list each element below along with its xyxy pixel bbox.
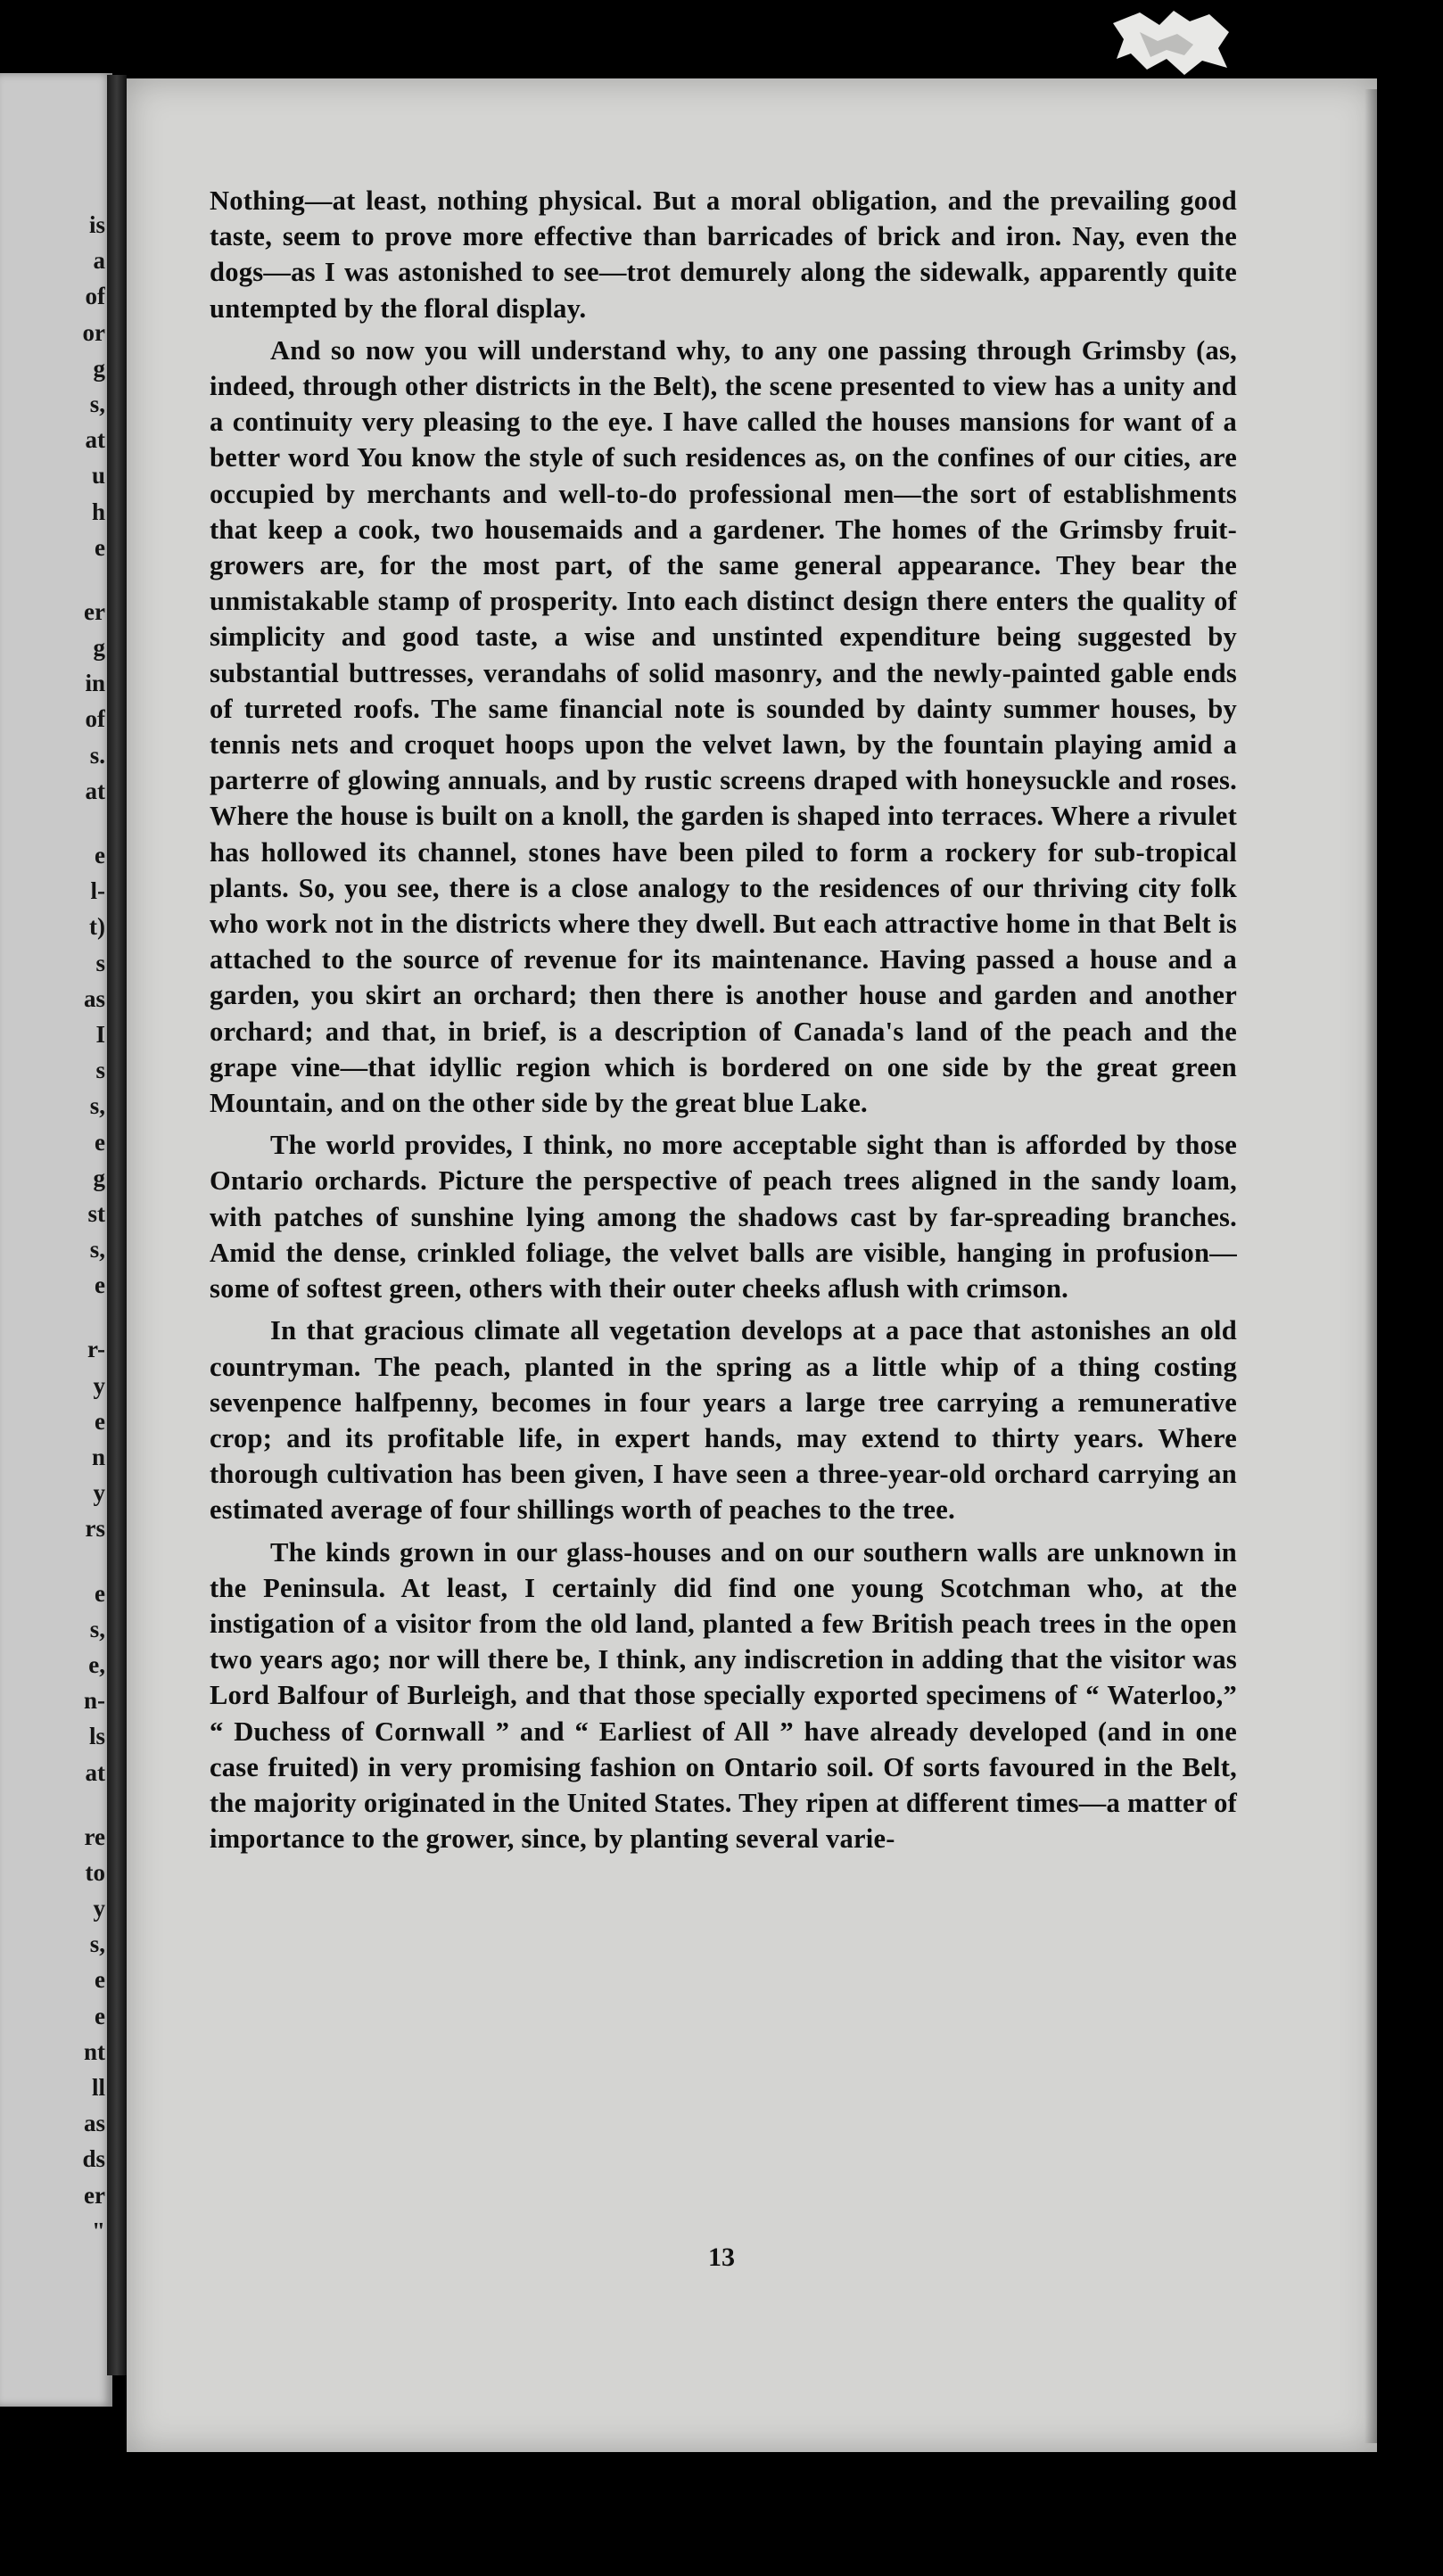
facing-page-fragment: ": [92, 2217, 105, 2244]
facing-page-fragment: g: [93, 634, 105, 662]
facing-page-fragment: e: [95, 1272, 105, 1299]
facing-page-fragment: in: [85, 670, 105, 697]
facing-page-fragment: s.: [89, 741, 105, 769]
facing-page-fragment: [7, 565, 105, 594]
facing-page-fragment: s,: [89, 1615, 105, 1642]
facing-page-fragment: e: [95, 1407, 105, 1435]
facing-page-fragment: of: [85, 283, 105, 310]
facing-page-fragment: s,: [89, 390, 105, 417]
facing-page-fragment: at: [85, 777, 105, 804]
facing-page-fragment: u: [91, 462, 105, 490]
facing-page-fragment: as: [83, 984, 105, 1012]
facing-page-fragment: of: [85, 705, 105, 733]
facing-page-fragment: n: [91, 1444, 105, 1470]
facing-page-fragment: e: [95, 2002, 105, 2029]
paragraph-1: Nothing—at least, nothing physical. But a moral obligation, and the prevailing good taste, seem to prove more effective than barricades of brick and iron. Nay, even the dogs—as I was astonished to see—trot demurely along the sidewalk, apparently quite untempted by the floral display.: [210, 185, 1237, 324]
paragraph-2: And so now you will understand why, to any one passing through Grimsby (as, indeed, through other districts in the Belt), the scene presented to view has a unity and a continuity very pleasing to the eye. I have called the houses mansions for want of a better word You know the style of such residences as, on the confines of our cities, are occupied by merchants and well-to-do professional men—the sort of establishments that keep a cook, two housemaids and a gardener. The homes of the Grimsby fruit-growers are, for the most part, of the same general appearance. They bear the unmistakable stamp of prosperity. Into each distinct design there enters the quality of simplicity and good taste, a wise and unstinted expenditure being suggested by substantial buttresses, verandahs of solid masonry, and the newly-painted gable ends of turreted roofs. The same financial note is sounded by dainty summer houses, by tennis nets and croquet hoops upon the velvet lawn, by the fountain playing amid a parterre of glowing annuals, and by rustic screens draped with honeysuckle and roses. Where the house is built on a knoll, the garden is shaped into terraces. Where a rivulet has hollowed its channel, stones have been piled to form a rockery for sub-tropical plants. So, you see, there is a close analogy to the residences of our thriving city folk who work not in the districts where they dwell. But each attractive home in that Belt is attached to the source of revenue for its maintenance. Having passed a house and a garden, you skirt an orchard; then there is another house and garden and another orchard; and that, in brief, is a description of Canada's land of the peach and the grape vine—that idyllic region which is bordered on one side by the great green Mountain, and on the other side by the great blue Lake.: [210, 334, 1237, 1119]
facing-page-fragment: y: [93, 1479, 105, 1507]
facing-page-fragment: s: [95, 949, 105, 976]
facing-page-fragment: rs: [85, 1515, 105, 1543]
facing-page-fragment: [7, 1547, 105, 1576]
facing-page-fragment: st: [87, 1199, 105, 1227]
facing-page-fragment: ls: [88, 1723, 105, 1750]
facing-page-fragment: y: [93, 1371, 105, 1399]
torn-paper-corner-icon: [1104, 5, 1238, 80]
facing-page-fragment: n-: [83, 1687, 105, 1715]
facing-page-fragment: g: [93, 354, 105, 382]
facing-page-fragment: re: [84, 1823, 105, 1850]
facing-page-fragment: er: [84, 597, 105, 625]
body-text: [210, 183, 1237, 1863]
facing-page-fragment: s,: [89, 1236, 105, 1263]
facing-page-fragment: r-: [87, 1336, 105, 1363]
facing-page-fragment: t): [89, 913, 105, 941]
page-number: 13: [708, 2243, 735, 2272]
facing-page-fragment: e: [95, 1579, 105, 1607]
facing-page-fragment: as: [83, 2110, 105, 2137]
facing-page-fragment: or: [82, 318, 105, 346]
facing-page-fragment: e: [95, 842, 105, 868]
facing-page-fragment: a: [93, 247, 105, 275]
facing-page-fragment: ll: [91, 2074, 105, 2101]
paragraph-4: In that gracious climate all vegetation develops at a pace that astonishes an old countryman. The peach, planted in the spring as a little whip of a thing costing sevenpence halfpenny, becomes in four years a large tree carrying a remunerative crop; and its profitable life, in expert hands, may extend to thirty years. Where thorough cultivation has been given, I have seen a three-year-old orchard carrying an estimated average of four shillings worth of peaches to the tree.: [210, 1315, 1237, 1526]
facing-page-fragment: nt: [83, 2037, 105, 2065]
page-edge-shadow: [1365, 89, 1391, 2443]
facing-page-fragment: e: [95, 1128, 105, 1156]
facing-page-fragment: s,: [89, 1092, 105, 1120]
facing-page-fragment: at: [85, 1758, 105, 1786]
paragraph-5: The kinds grown in our glass-houses and on our southern walls are unknown in the Peninsula. At least, I certainly did find one young Scotchman who, at the instigation of a visitor from the old land, planted a few British peach trees in the open two years ago; nor will there be, I think, any indiscretion in adding that the visitor was Lord Balfour of Burleigh, and that those specially exported specimens of “ Waterloo,” “ Duchess of Cornwall ” and “ Earliest of All ” have already developed (and in one case fruited) in very promising fashion on Ontario soil. Of sorts favoured in the Belt, the majority originated in the United States. They ripen at different times—a matter of importance to the grower, since, by planting several varie-: [210, 1536, 1237, 1855]
facing-page-fragment: g: [93, 1164, 105, 1191]
facing-page: [0, 73, 112, 2407]
facing-page-fragment: e: [95, 1966, 105, 1994]
facing-page-fragment: s: [95, 1057, 105, 1084]
book-spine: [107, 75, 127, 2375]
facing-page-fragment: s,: [89, 1930, 105, 1958]
facing-page-fragment: [7, 809, 105, 837]
facing-page-fragment: h: [91, 498, 105, 525]
facing-page-fragment: er: [84, 2181, 105, 2209]
facing-page-fragment: [7, 1790, 105, 1819]
facing-page-fragment: ds: [82, 2145, 105, 2173]
facing-page-fragment: to: [85, 1858, 105, 1886]
facing-page-fragment: [7, 1303, 105, 1331]
facing-page-fragment: e: [95, 533, 105, 561]
facing-page-fragment: I: [95, 1020, 105, 1048]
facing-page-text-fragments: [7, 207, 105, 2365]
facing-page-fragment: y: [93, 1895, 105, 1922]
facing-page-fragment: at: [85, 426, 105, 454]
facing-page-fragment: e,: [88, 1650, 105, 1678]
facing-page-fragment: l-: [90, 877, 105, 905]
paragraph-3: The world provides, I think, no more acceptable sight than is afforded by those Ontario orchards. Picture the perspective of peach trees aligned in the sandy loam, with patches of sunshine lying among the shadows cast by far-spreading branches. Amid the dense, crinkled foliage, the velvet balls are visible, hanging in profusion—some of softest green, others with their outer cheeks aflush with crimson.: [210, 1130, 1237, 1304]
facing-page-fragment: is: [88, 211, 105, 238]
